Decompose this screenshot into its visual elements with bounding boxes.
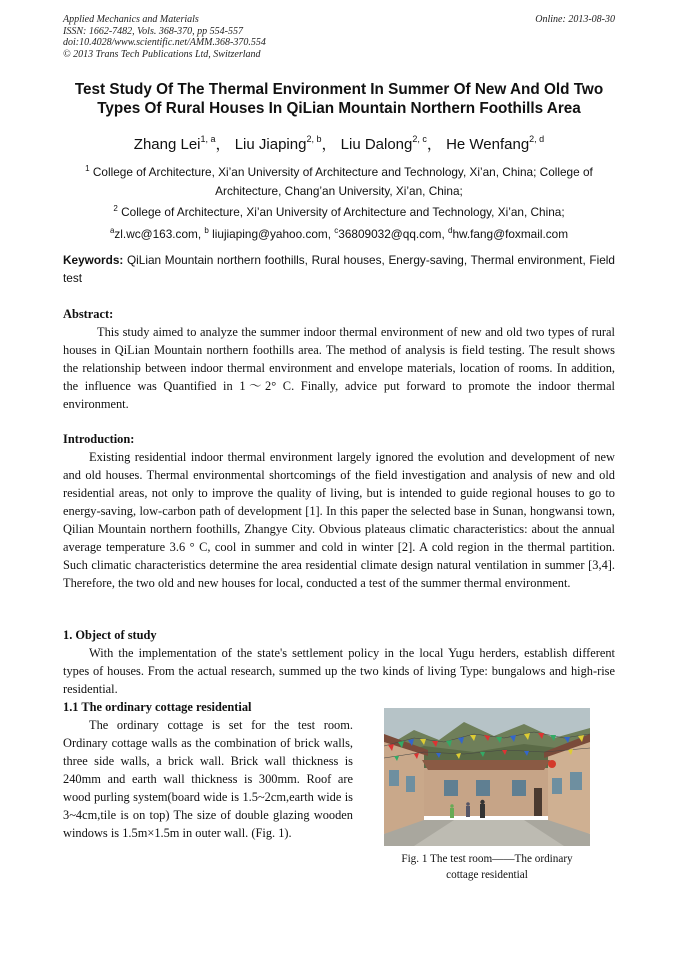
email-mark: a (109, 225, 115, 235)
author-separator: ， (321, 136, 337, 153)
journal-header (63, 14, 266, 60)
figure-1 (384, 708, 590, 883)
introduction-section (63, 430, 615, 592)
section-1-heading: 1. Object of study (63, 628, 157, 642)
figure-caption (384, 851, 590, 883)
issn-line: ISSN: 1662-7482, Vols. 368-370, pp 554-557 (63, 25, 243, 37)
author-affil-mark: 2, b (306, 134, 322, 144)
online-date: Online: 2013-08-30 (535, 14, 615, 25)
introduction-text: Existing residential indoor thermal environment largely ignored the evolution and development of new and old houses. Thermal environmental shortcomings of the field investigation and analysis of new and old residential areas, not only to improve the quality of living, but is intended to guide regional houses to go to energy-saving, low-carbon path of development [1]. In this paper the selected base in Sunan, hongwansi town, Qilian Mountain northern foothills, Zhangye City. Obvious plateaus climatic characteristics: about the annual average temperature 3.6 ° C, cool in summer and cold in winter [2]. A cold region in the thermal partition. Such climatic characteristics determine the area residential climate design natural ventilation in summer [3,4]. Therefore, the two old and new houses for local, conducted a test of the summer thermal environment. (63, 450, 615, 590)
abstract-heading: Abstract: (63, 307, 114, 321)
affil-number: 1 (85, 164, 90, 173)
author-affil-mark: 2, c (412, 134, 427, 144)
paper-title (40, 80, 638, 118)
section-1-1-text: The ordinary cottage is set for the test room. Ordinary cottage walls as the combination of brick walls, three side walls, a brick wall. Brick wall thickness is 240mm and earth wall thickness is 300mm. Roof are wood purling system(board wide is 1.5~2cm,earth wide is 3~4cm,tile is on top) The size of double glazing wooden windows is 1.5m×1.5m in outer wall. (Fig. 1). (63, 718, 353, 840)
copyright-line: © 2013 Trans Tech Publications Ltd, Switzerland (63, 48, 261, 60)
author-name: Zhang Lei (133, 136, 201, 153)
section-1-text: With the implementation of the state's settlement policy in the local Yugu herders, establish different types of houses. From the actual research, summed up the two kinds of living Type: bungalows and high-rise residential. (63, 646, 615, 696)
author-affil-mark: 1, a (200, 134, 216, 144)
author-affil-mark: 2, d (529, 134, 545, 144)
journal-name: Applied Mechanics and Materials (63, 14, 199, 25)
email-address: liujiaping@yahoo.com, (208, 226, 335, 241)
keywords (63, 252, 615, 287)
doi-line: doi:10.4028/www.scientific.net/AMM.368-370.554 (63, 37, 266, 48)
keywords-text: QiLian Mountain northern foothills, Rural houses, Energy-saving, Thermal environment, Field test (63, 253, 615, 285)
author-name: He Wenfang (446, 136, 530, 153)
abstract-section (63, 305, 615, 413)
email-address: hw.fang@foxmail.com (452, 226, 569, 241)
caption-line-1: Fig. 1 The test room——The ordinary (401, 853, 573, 865)
email-address: zl.wc@163.com, (114, 226, 205, 241)
author-separator: ， (426, 136, 442, 153)
affiliation-1 (63, 160, 615, 200)
email-list (63, 222, 615, 244)
keywords-label: Keywords: (63, 253, 124, 267)
email-mark: b (204, 225, 209, 235)
affil-number: 2 (113, 204, 118, 213)
caption-line-2: cottage residential (446, 869, 528, 881)
title-line-1: Test Study Of The Thermal Environment In Summer Of New And Old Two (74, 81, 604, 98)
introduction-heading: Introduction: (63, 432, 135, 446)
email-mark: d (448, 225, 453, 235)
author-separator: ， (215, 136, 231, 153)
affil-text: College of Architecture, Xi’an University of Architecture and Technology, Xi’an, China; (121, 205, 565, 219)
section-1-1-heading: 1.1 The ordinary cottage residential (63, 700, 252, 714)
email-address: 36809032@qq.com, (338, 226, 448, 241)
affiliations (63, 160, 615, 243)
abstract-text: This study aimed to analyze the summer indoor thermal environment of new and old two types of rural houses in QiLian Mountain northern foothills area. The method of analysis is field testing. The result shows the relationship between indoor thermal environment and envelope materials, location of rooms. In addition, the influence was Quantified in 1～2° C. Finally, advice put forward to promote the indoor thermal environment. (63, 325, 615, 411)
section-1-1-body (63, 716, 353, 842)
email-mark: c (334, 225, 339, 235)
section-1 (63, 626, 615, 716)
author-name: Liu Dalong (340, 136, 413, 153)
author-list (40, 129, 638, 155)
affiliation-2 (63, 200, 615, 222)
courtyard-photo (384, 708, 590, 846)
affil-text: College of Architecture, Xi’an University of Architecture and Technology, Xi’an, China; College of Architecture, Chang’an University, Xi’an, China; (92, 165, 593, 198)
title-line-2: Types Of Rural Houses In QiLian Mountain Northern Foothills Area (97, 100, 581, 117)
author-name: Liu Jiaping (234, 136, 307, 153)
